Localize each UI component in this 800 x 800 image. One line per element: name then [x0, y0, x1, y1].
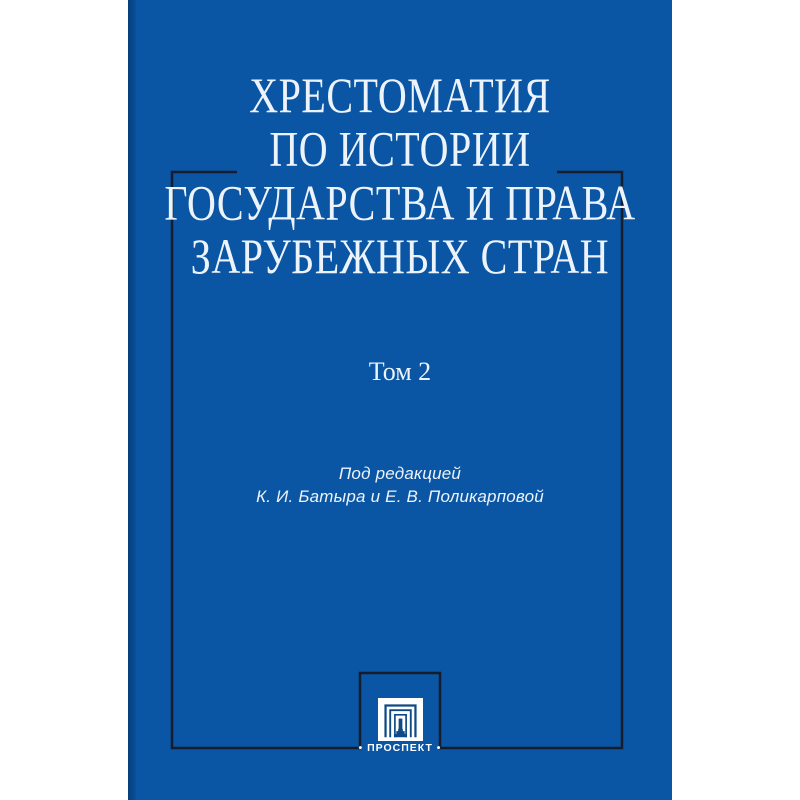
title-line-1: ХРЕСТОМАТИЯ [249, 66, 551, 123]
prospekt-gate-icon [378, 698, 423, 741]
editors-names: К. И. Батыра и Е. В. Поликарповой [256, 487, 544, 506]
title-line-4: ЗАРУБЕЖНЫХ СТРАН [190, 228, 610, 285]
edited-by-label: Под редакцией [338, 464, 462, 483]
publisher-name: • ПРОСПЕКТ • [358, 742, 442, 754]
volume-label: Том 2 [368, 357, 432, 386]
title-line-3: ГОСУДАРСТВА И ПРАВА [164, 174, 636, 231]
book-title [128, 68, 672, 283]
publisher-logo [128, 698, 672, 754]
editors-block [128, 462, 672, 508]
book-cover [128, 0, 672, 800]
title-line-2: ПО ИСТОРИИ [269, 120, 531, 177]
